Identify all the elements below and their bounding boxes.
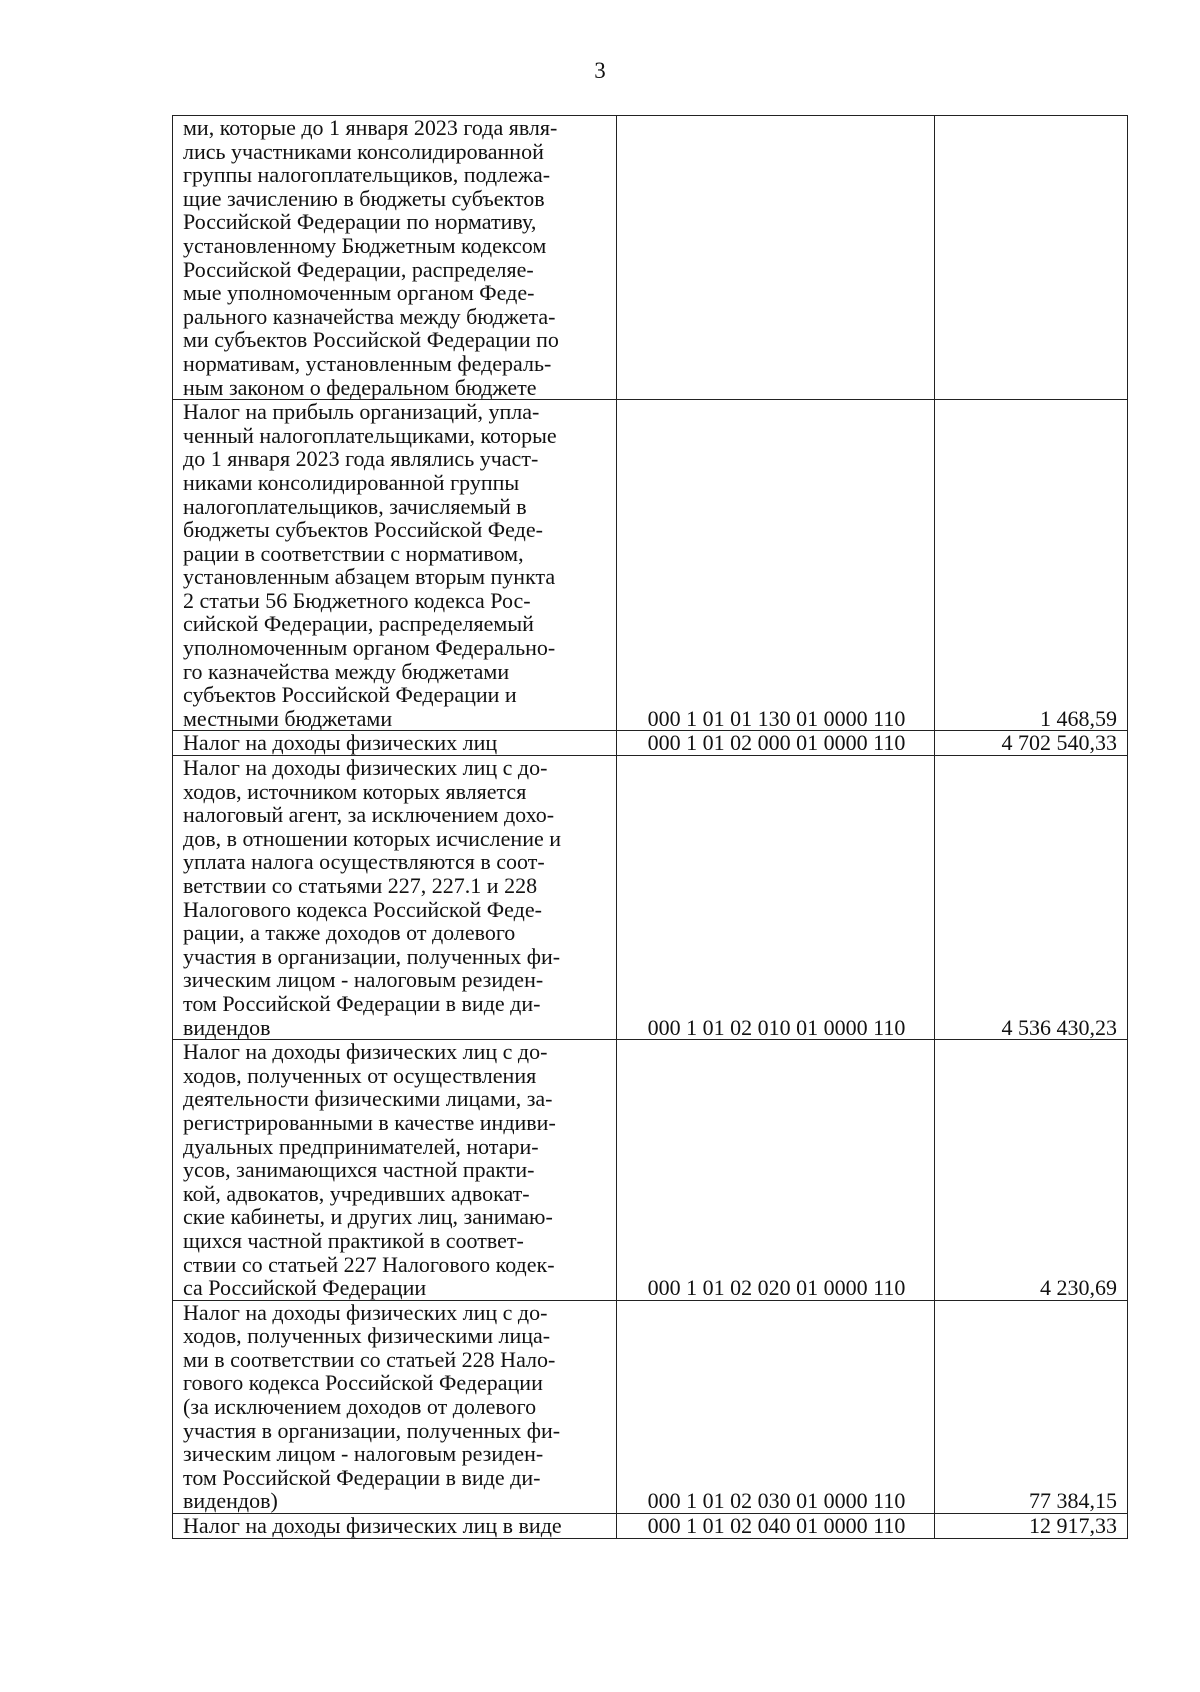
revenue-name-line: ские кабинеты, и других лиц, занимаю- <box>183 1204 553 1230</box>
revenue-name-line: участия в организации, полученных фи- <box>183 943 561 969</box>
revenue-name-line: том Российской Федерации в виде ди- <box>183 1464 541 1490</box>
revenue-name-line: (за исключением доходов от долевого <box>183 1394 537 1420</box>
revenue-name-line: субъектов Российской Федерации и <box>183 682 517 708</box>
budget-classification-code: 000 1 01 02 010 01 0000 110 <box>617 756 935 1040</box>
budget-classification-code: 000 1 01 02 030 01 0000 110 <box>617 1300 935 1513</box>
table-row <box>173 1040 1128 1301</box>
revenue-name-cell <box>173 756 617 1040</box>
revenue-name-line: го казначейства между бюджетами <box>183 658 510 684</box>
revenue-name-line: зическим лицом - налоговым резиден- <box>183 1441 544 1467</box>
revenue-name-line: установленным абзацем вторым пункта <box>183 564 556 590</box>
revenue-name-line: 2 статьи 56 Бюджетного кодекса Рос- <box>183 587 531 613</box>
revenue-name-line: налоговый агент, за исключением дохо- <box>183 802 555 828</box>
revenue-name-cell <box>173 1300 617 1513</box>
table-body <box>173 116 1128 1539</box>
revenue-name-line: кой, адвокатов, учредивших адвокат- <box>183 1180 530 1206</box>
revenue-name-line: ми субъектов Российской Федерации по <box>183 327 559 353</box>
revenue-name-line: Налог на доходы физических лиц с до- <box>183 1039 548 1065</box>
amount-value: 77 384,15 <box>935 1300 1128 1513</box>
amount-value: 4 702 540,33 <box>935 731 1128 756</box>
revenue-name-line: Российской Федерации по нормативу, <box>183 209 537 235</box>
revenue-name-line: ным законом о федеральном бюджете <box>183 374 537 400</box>
revenue-name-line: щие зачислению в бюджеты субъектов <box>183 185 545 211</box>
revenue-name-line: видендов) <box>183 1488 278 1514</box>
revenue-name-line: Налог на доходы физических лиц с до- <box>183 755 548 781</box>
budget-classification-code: 000 1 01 02 000 01 0000 110 <box>617 731 935 756</box>
revenue-name-line: усов, занимающихся частной практи- <box>183 1157 535 1183</box>
revenue-name-line: Налог на доходы физических лиц в виде <box>183 1513 562 1539</box>
amount-value: 4 230,69 <box>935 1040 1128 1301</box>
page-number: 3 <box>594 58 606 83</box>
amount-value: 4 536 430,23 <box>935 756 1128 1040</box>
revenue-name-line: сийской Федерации, распределяемый <box>183 611 534 637</box>
revenue-name-line: ветствии со статьями 227, 227.1 и 228 <box>183 873 538 898</box>
table-row <box>173 400 1128 731</box>
revenue-name-line: рации, а также доходов от долевого <box>183 920 516 946</box>
revenue-name-line: деятельности физическими лицами, за- <box>183 1086 553 1112</box>
revenue-name-line: Налог на прибыль организаций, упла- <box>183 399 540 425</box>
revenue-name-line: щихся частной практикой в соответ- <box>183 1227 524 1253</box>
revenue-name-line: ходов, полученных физическими лица- <box>183 1323 551 1349</box>
budget-revenue-table <box>172 115 1128 1539</box>
budget-classification-code: 000 1 01 02 040 01 0000 110 <box>617 1514 935 1539</box>
table-row <box>173 756 1128 1040</box>
revenue-name-line: ходов, полученных от осуществления <box>183 1062 537 1088</box>
revenue-name-line: Российской Федерации, распределяе- <box>183 256 534 282</box>
revenue-name-line: видендов <box>183 1014 271 1040</box>
revenue-name-line: ствии со статьей 227 Налогового кодек- <box>183 1251 555 1277</box>
revenue-name-line: Налог на доходы физических лиц <box>183 730 498 756</box>
revenue-name-line: налогоплательщиков, зачисляемый в <box>183 493 527 519</box>
amount-value: 12 917,33 <box>935 1514 1128 1539</box>
revenue-name-line: зическим лицом - налоговым резиден- <box>183 967 544 993</box>
revenue-name-line: дуальных предпринимателей, нотари- <box>183 1133 539 1159</box>
table-row <box>173 1300 1128 1513</box>
revenue-name-line: установленному Бюджетным кодексом <box>183 232 547 258</box>
revenue-name-line: группы налогоплательщиков, подлежа- <box>183 162 551 188</box>
revenue-name-line: участия в организации, полученных фи- <box>183 1417 561 1443</box>
revenue-name-cell <box>173 1514 617 1539</box>
revenue-name-cell <box>173 1040 617 1301</box>
revenue-name-line: лись участниками консолидированной <box>183 138 544 164</box>
revenue-name-cell <box>173 400 617 731</box>
table-row <box>173 731 1128 756</box>
table-row <box>173 116 1128 400</box>
budget-classification-code <box>617 116 935 400</box>
revenue-name-line: дов, в отношении которых исчисление и <box>183 825 562 851</box>
revenue-name-line: том Российской Федерации в виде ди- <box>183 990 541 1016</box>
amount-value: 1 468,59 <box>935 400 1128 731</box>
revenue-name-line: Налогового кодекса Российской Феде- <box>183 896 542 922</box>
revenue-name-line: мые уполномоченным органом Феде- <box>183 280 535 306</box>
revenue-name-line: бюджеты субъектов Российской Феде- <box>183 517 543 543</box>
revenue-name-line: ми, которые до 1 января 2023 года явля- <box>183 115 558 140</box>
revenue-name-cell <box>173 116 617 400</box>
revenue-name-line: ходов, источником которых является <box>183 778 527 804</box>
revenue-name-line: уполномоченным органом Федерально- <box>183 635 556 661</box>
budget-classification-code: 000 1 01 01 130 01 0000 110 <box>617 400 935 731</box>
revenue-name-cell <box>173 731 617 756</box>
revenue-name-line: Налог на доходы физических лиц с до- <box>183 1299 548 1325</box>
revenue-name-line: регистрированными в качестве индиви- <box>183 1109 556 1135</box>
revenue-name-line: ми в соответствии со статьей 228 Нало- <box>183 1346 556 1372</box>
revenue-name-line: ченный налогоплательщиками, которые <box>183 422 557 448</box>
table-row <box>173 1514 1128 1539</box>
revenue-name-line: местными бюджетами <box>183 705 393 731</box>
revenue-name-line: до 1 января 2023 года являлись участ- <box>183 446 539 472</box>
revenue-name-line: са Российской Федерации <box>183 1275 427 1301</box>
revenue-name-line: никами консолидированной группы <box>183 469 520 495</box>
budget-classification-code: 000 1 01 02 020 01 0000 110 <box>617 1040 935 1301</box>
revenue-name-line: рации в соответствии с нормативом, <box>183 540 524 566</box>
revenue-name-line: нормативам, установленным федераль- <box>183 350 552 376</box>
revenue-name-line: рального казначейства между бюджета- <box>183 303 556 329</box>
amount-value <box>935 116 1128 400</box>
revenue-name-line: уплата налога осуществляются в соот- <box>183 849 545 875</box>
revenue-name-line: гового кодекса Российской Федерации <box>183 1370 543 1396</box>
